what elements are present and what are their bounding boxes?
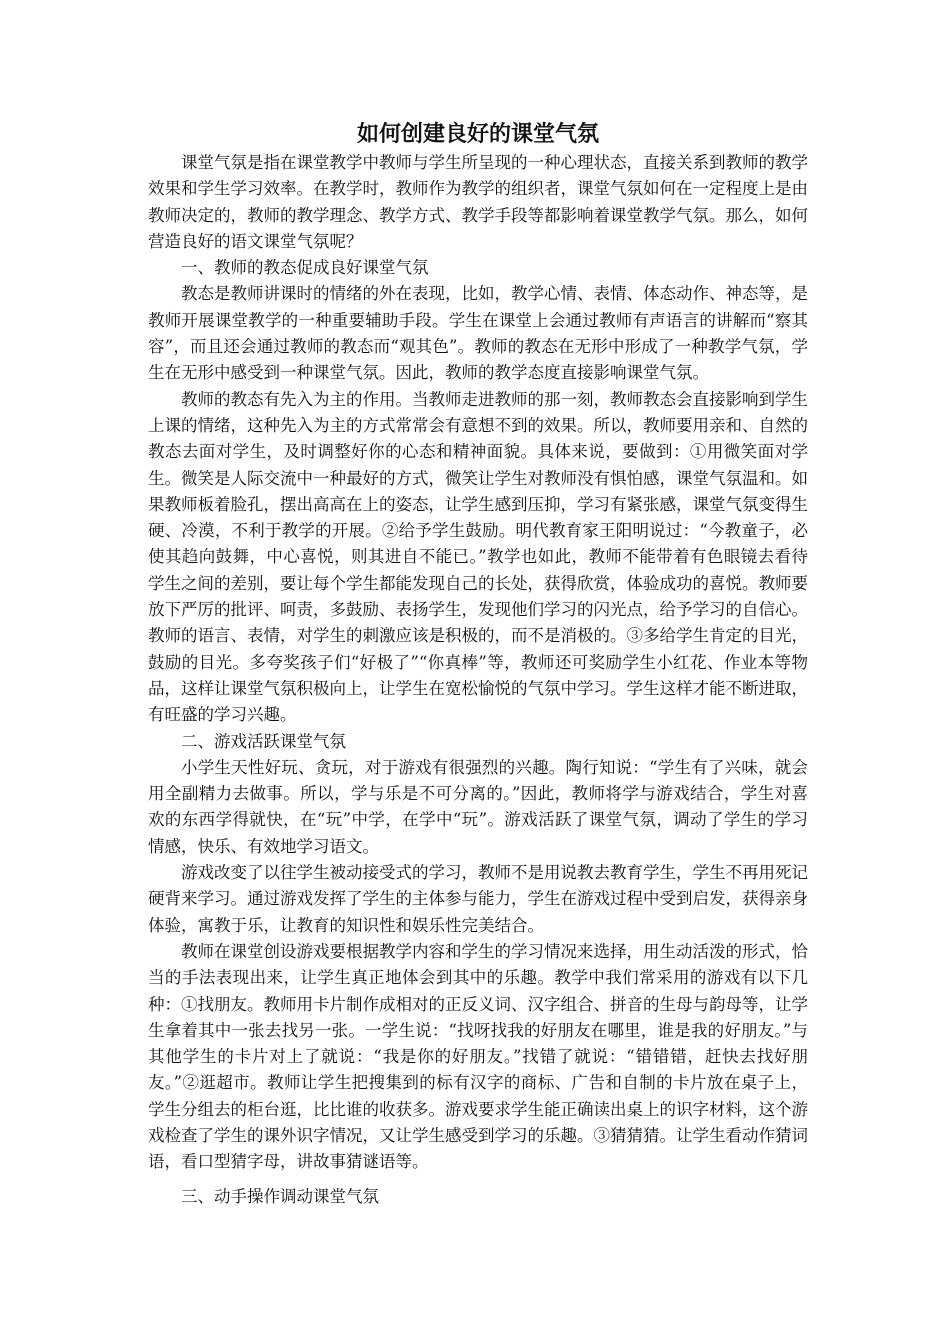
section1-paragraph-1: 教态是教师讲课时的情绪的外在表现，比如，教学心情、表情、体态动作、神态等，是教师开展课堂教学的一种重要辅助手段。学生在课堂上会通过教师有声语言的讲解而“察其容”，而且还会通过教师的教态而“观其色”。教师的教态在无形中形成了一种教学气氛，学生在无形中感受到一种课堂气氛。因此，教师的教学态度直接影响课堂气氛。 <box>148 284 808 383</box>
section-heading-3: 三、动手操作调动课堂气氛 <box>181 1186 379 1206</box>
section-gap <box>148 1176 808 1184</box>
section1-paragraph-2: 教师的教态有先入为主的作用。当教师走进教师的那一刻，教师教态会直接影响到学生上课的情绪，这种先入为主的方式常常会有意想不到的效果。所以，教师要用亲和、自然的教态去面对学生，及时调整好你的心态和精神面貌。具体来说，要做到：①用微笑面对学生。微笑是人际交流中一种最好的方式，微笑让学生对教师没有惧怕感，课堂气氛温和。如果教师板着脸孔，摆出高高在上的姿态，让学生感到压抑，学习有紧张感，课堂气氛变得生硬、冷漠，不利于教学的开展。②给予学生鼓励。明代教育家王阳明说过：“今教童子，必使其趋向鼓舞，中心喜悦，则其进自不能已。”教学也如此，教师不能带着有色眼镜去看待学生之间的差别，要让每个学生都能发现自己的长处，获得欣赏，体验成功的喜悦。教师要放下严厉的批评、呵责，多鼓励、表扬学生，发现他们学习的闪光点，给予学习的自信心。教师的语言、表情，对学生的刺激应该是积极的，而不是消极的。③多给学生肯定的目光，鼓励的目光。多夸奖孩子们“好极了”“你真棒”等，教师还可奖励学生小红花、作业本等物品，这样让课堂气氛积极向上，让学生在宽松愉悦的气氛中学习。学生这样才能不断进取，有旺盛的学习兴趣。 <box>148 389 808 725</box>
document-page <box>148 118 808 1210</box>
section-heading-2: 二、游戏活跃课堂气氛 <box>181 731 346 751</box>
section2-paragraph-2: 游戏改变了以往学生被动接受式的学习，教师不是用说教去教育学生，学生不再用死记硬背来学习。通过游戏发挥了学生的主体参与能力，学生在游戏过程中受到启发，获得亲身体验，寓教于乐，让教育的知识性和娱乐性完美结合。 <box>148 863 808 935</box>
section-heading-1: 一、教师的教态促成良好课堂气氛 <box>181 258 429 278</box>
section2-paragraph-1: 小学生天性好玩、贪玩，对于游戏有很强烈的兴趣。陶行知说：“学生有了兴味，就会用全副精力去做事。所以，学与乐是不可分离的。”因此，教师将学与游戏结合，学生对喜欢的东西学得就快，在“玩”中学，在学中“玩”。游戏活跃了课堂气氛，调动了学生的学习情感，快乐、有效地学习语文。 <box>148 757 808 856</box>
section2-paragraph-3: 教师在课堂创设游戏要根据教学内容和学生的学习情况来选择，用生动活泼的形式，恰当的手法表现出来，让学生真正地体会到其中的乐趣。教学中我们常采用的游戏有以下几种：①找朋友。教师用卡片制作成相对的正反义词、汉字组合、拼音的生母与韵母等，让学生拿着其中一张去找另一张。一学生说：“找呀找我的好朋友在哪里，谁是我的好朋友。”与其他学生的卡片对上了就说：“我是你的好朋友。”找错了就说：“错错错，赶快去找好朋友。”②逛超市。教师让学生把搜集到的标有汉字的商标、广告和自制的卡片放在桌子上，学生分组去的柜台逛，比比谁的收获多。游戏要求学生能正确读出桌上的识字材料，这个游戏检查了学生的课外识字情况，又让学生感受到学习的乐趣。③猜猜猜。让学生看动作猜词语，看口型猜字母，讲故事猜谜语等。 <box>148 941 808 1172</box>
document-title: 如何创建良好的课堂气氛 <box>356 121 599 147</box>
intro-paragraph: 课堂气氛是指在课堂教学中教师与学生所呈现的一种心理状态，直接关系到教师的教学效果和学生学习效率。在教学时，教师作为教学的组织者，课堂气氛如何在一定程度上是由教师决定的，教师的教学理念、教学方式、教学手段等都影响着课堂教学气氛。那么，如何营造良好的语文课堂气氛呢？ <box>148 153 808 251</box>
